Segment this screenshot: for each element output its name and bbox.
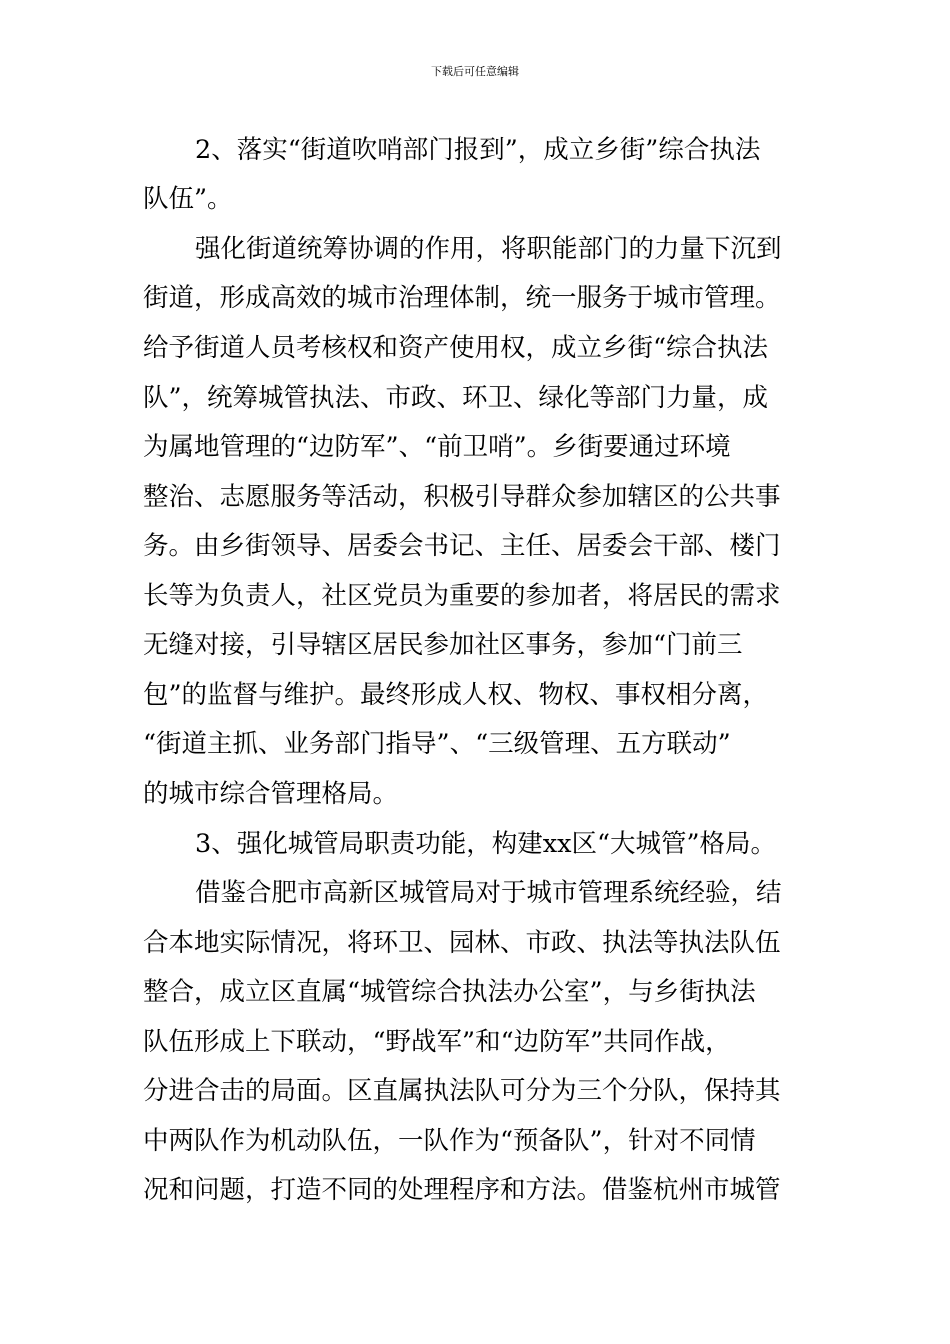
text-line: 的城市综合管理格局。 bbox=[143, 779, 399, 809]
text-line: 务。由乡街领导、居委会书记、主任、居委会干部、楼门 bbox=[143, 531, 781, 561]
text-line: 借鉴合肥市高新区城管局对于城市管理系统经验，结 bbox=[195, 878, 782, 908]
text-line: 无缝对接，引导辖区居民参加社区事务，参加“门前三 bbox=[143, 630, 743, 660]
page-header-note: 下载后可任意编辑 bbox=[431, 65, 519, 78]
text-line: 分进合击的局面。区直属执法队可分为三个分队，保持其 bbox=[143, 1076, 781, 1106]
text-line: 队伍形成上下联动，“野战军”和“边防军”共同作战， bbox=[143, 1027, 731, 1057]
text-line: 队”，统筹城管执法、市政、环卫、绿化等部门力量，成 bbox=[143, 383, 769, 413]
text-line: “街道主抓、业务部门指导”、“三级管理、五方联动” bbox=[143, 729, 731, 759]
text-line: 强化街道统筹协调的作用，将职能部门的力量下沉到 bbox=[195, 234, 782, 264]
text-line: 整治、志愿服务等活动，积极引导群众参加辖区的公共事 bbox=[143, 482, 781, 512]
text-line: 3、强化城管局职责功能，构建xx区“大城管”格局。 bbox=[195, 829, 777, 859]
text-line: 包”的监督与维护。最终形成人权、物权、事权相分离， bbox=[143, 680, 769, 710]
text-line: 街道，形成高效的城市治理体制，统一服务于城市管理。 bbox=[143, 283, 781, 313]
text-line: 合本地实际情况，将环卫、园林、市政、执法等执法队伍 bbox=[143, 928, 781, 958]
text-line: 长等为负责人，社区党员为重要的参加者，将居民的需求 bbox=[143, 581, 781, 611]
text-line: 给予街道人员考核权和资产使用权，成立乡街“综合执法 bbox=[143, 333, 769, 363]
text-line: 况和问题，打造不同的处理程序和方法。借鉴杭州市城管 bbox=[143, 1175, 781, 1205]
text-line: 中两队作为机动队伍，一队作为“预备队”，针对不同情 bbox=[143, 1126, 756, 1156]
text-line: 整合，成立区直属“城管综合执法办公室”，与乡街执法 bbox=[143, 977, 756, 1007]
text-line: 2、落实“街道吹哨部门报到”，成立乡街”综合执法 bbox=[195, 135, 761, 165]
text-line: 队伍”。 bbox=[143, 184, 233, 214]
text-line: 为属地管理的“边防军”、“前卫哨”。乡街要通过环境 bbox=[143, 432, 731, 462]
